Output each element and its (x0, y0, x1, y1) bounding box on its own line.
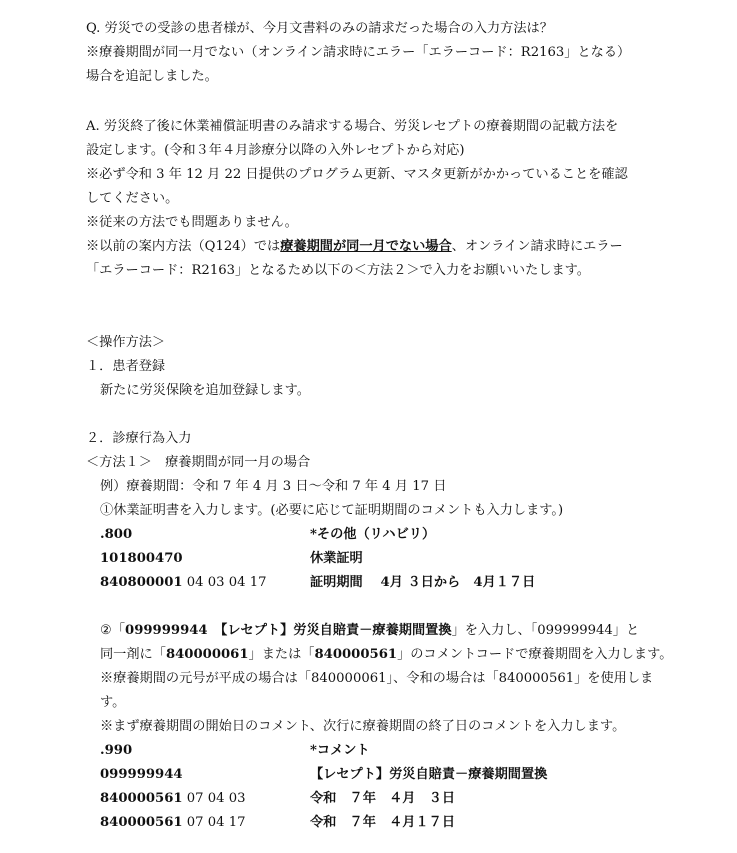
input-code-line (100, 574, 266, 592)
input-code: 099999944 (100, 767, 183, 782)
method-2-text: ②「 (100, 623, 126, 638)
method-2-bold: 840000561 (314, 647, 398, 662)
question-line-2: ※療養期間が同一月でない（オンライン請求時にエラー「エラーコード：R2163」となる） (86, 45, 631, 60)
input-label: 令和 ７年 ４月１７日 (310, 815, 456, 830)
input-params: 07 04 17 (182, 815, 246, 830)
input-code: .990 (100, 743, 133, 758)
method-2-text: 」のコメントコードで療養期間を入力します。 (397, 647, 673, 662)
method-2-line-1 (100, 622, 639, 640)
step-1-title: １．患者登録 (86, 359, 166, 374)
step-2-title: ２．診療行為入力 (86, 431, 192, 446)
answer-line-4: してください。 (86, 191, 179, 206)
answer-line-6 (86, 238, 623, 256)
question-line-1: Q. 労災での受診の患者様が、今月文書料のみの請求だった場合の入力方法は？ (86, 21, 553, 36)
answer-line-2: 設定します。(令和３年４月診療分以降の入外レセプトから対応) (86, 143, 465, 158)
method-2-line-4: す。 (100, 695, 126, 710)
input-code: .800 (100, 527, 133, 542)
input-params: 04 03 04 17 (182, 575, 267, 590)
method-1-title: ＜方法１＞ 療養期間が同一月の場合 (86, 455, 311, 470)
method-2-line-5: ※まず療養期間の開始日のコメント、次行に療養期間の終了日のコメントを入力します。 (100, 719, 626, 734)
answer-line-6-pre: ※以前の案内方法（Q124）では (86, 239, 281, 254)
input-code-line (100, 790, 246, 808)
emphasis-text: 療養期間が同一月でない場合 (280, 239, 452, 254)
input-label: *コメント (310, 743, 370, 758)
method-1-step: ①休業証明書を入力します。(必要に応じて証明期間のコメントも入力します。) (100, 503, 564, 518)
input-label: 証明期間 4月 ３日から 4月１７日 (310, 575, 536, 590)
input-code: 840800001 (100, 575, 183, 590)
input-label: *その他（リハビリ） (310, 527, 436, 542)
method-2-bold: 840000061 (165, 647, 249, 662)
answer-line-1: A. 労災終了後に休業補償証明書のみ請求する場合、労災レセプトの療養期間の記載方法を (86, 119, 619, 134)
input-code: 840000561 (100, 791, 183, 806)
method-2-bold: 099999944 【レセプト】労災自賠責－療養期間置換 (125, 623, 452, 638)
answer-line-6-post: 、オンライン請求時にエラー (451, 239, 623, 254)
input-code: 840000561 (100, 815, 183, 830)
answer-line-5: ※従来の方法でも問題ありません。 (86, 215, 298, 230)
input-label: 休業証明 (310, 551, 363, 566)
input-label: 令和 ７年 ４月 ３日 (310, 791, 456, 806)
answer-line-3: ※必ず令和 3 年 12 月 22 日提供のプログラム更新、マスタ更新がかかっていることを確認 (86, 167, 628, 182)
answer-line-7: 「エラーコード：R2163」となるため以下の＜方法２＞で入力をお願いいたします。 (86, 263, 590, 278)
method-2-line-2 (100, 646, 672, 664)
method-2-text: 」を入力し、「099999944」と (451, 623, 640, 638)
input-code: 101800470 (100, 551, 183, 566)
input-label: 【レセプト】労災自賠責－療養期間置換 (310, 767, 548, 782)
method-2-text: 」または「 (248, 647, 315, 662)
method-2-line-3: ※療養期間の元号が平成の場合は「840000061」、令和の場合は「840000561」を使用しま (100, 671, 654, 686)
question-line-3: 場合を追記しました。 (86, 69, 218, 84)
step-1-body: 新たに労災保険を追加登録します。 (100, 383, 310, 398)
method-1-example: 例）療養期間：令和 7 年 4 月 3 日～令和 7 年 4 月 17 日 (100, 479, 447, 494)
operation-header: ＜操作方法＞ (86, 335, 166, 350)
input-code-line (100, 814, 246, 832)
method-2-text: 同一剤に「 (100, 647, 166, 662)
input-params: 07 04 03 (182, 791, 246, 806)
